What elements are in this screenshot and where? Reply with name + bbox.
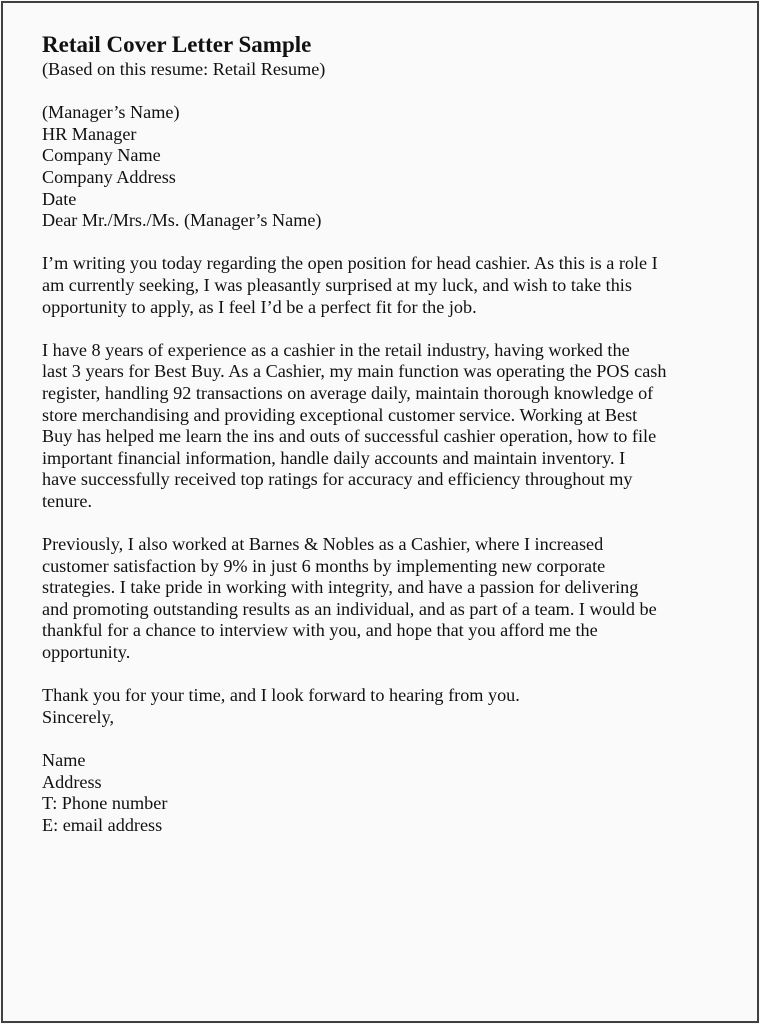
text-line: Company Name bbox=[42, 145, 161, 166]
previous-role-paragraph bbox=[42, 534, 666, 664]
text-line: Name bbox=[42, 750, 86, 770]
recipient-block bbox=[42, 102, 666, 232]
paragraph-spacer bbox=[42, 81, 666, 103]
text-line: Date bbox=[42, 188, 77, 209]
text-line: opportunity to apply, as I feel I’d be a perfect fit for the job. bbox=[42, 296, 477, 317]
text-line: thankful for a chance to interview with you, and hope that you afford me the bbox=[42, 620, 598, 641]
text-line: Dear Mr./Mrs./Ms. (Manager’s Name) bbox=[42, 210, 322, 231]
letter-subtitle: (Based on this resume: Retail Resume) bbox=[42, 59, 326, 79]
text-line: I have 8 years of experience as a cashier in the retail industry, having worked the bbox=[42, 339, 630, 360]
text-line: Thank you for your time, and I look forward to hearing from you. bbox=[42, 685, 520, 706]
text-line: Buy has helped me learn the ins and outs of successful cashier operation, how to file bbox=[42, 426, 657, 447]
signature-block bbox=[42, 750, 666, 836]
letter-content bbox=[42, 31, 666, 836]
text-line: store merchandising and providing exceptional customer service. Working at Best bbox=[42, 404, 638, 425]
text-line: and promoting outstanding results as an individual, and as part of a team. I would be bbox=[42, 598, 657, 619]
text-line: Company Address bbox=[42, 166, 176, 187]
text-line: am currently seeking, I was pleasantly surprised at my luck, and wish to take this bbox=[42, 274, 632, 295]
paragraph-spacer bbox=[42, 512, 666, 534]
experience-paragraph bbox=[42, 340, 666, 513]
text-line: important financial information, handle daily accounts and maintain inventory. I bbox=[42, 447, 626, 468]
page-frame bbox=[1, 1, 759, 1023]
text-line: tenure. bbox=[42, 490, 92, 511]
text-line: Address bbox=[42, 771, 102, 792]
text-line: customer satisfaction by 9% in just 6 months by implementing new corporate bbox=[42, 555, 606, 576]
intro-paragraph bbox=[42, 253, 666, 318]
text-line: (Manager’s Name) bbox=[42, 102, 180, 123]
text-line: Sincerely, bbox=[42, 706, 115, 727]
letter-title: Retail Cover Letter Sample bbox=[42, 32, 312, 57]
paragraph-spacer bbox=[42, 232, 666, 254]
text-line: last 3 years for Best Buy. As a Cashier, my main function was operating the POS cash bbox=[42, 361, 667, 382]
text-line: register, handling 92 transactions on average daily, maintain thorough knowledge of bbox=[42, 382, 654, 403]
text-line: I’m writing you today regarding the open position for head cashier. As this is a role I bbox=[42, 253, 658, 274]
text-line: Previously, I also worked at Barnes & Nobles as a Cashier, where I increased bbox=[42, 534, 604, 555]
closing-block bbox=[42, 685, 666, 728]
text-line: have successfully received top ratings for accuracy and efficiency throughout my bbox=[42, 469, 633, 490]
paragraph-spacer bbox=[42, 728, 666, 750]
paragraph-spacer bbox=[42, 664, 666, 686]
text-line: T: Phone number bbox=[42, 793, 168, 814]
text-line: E: email address bbox=[42, 814, 163, 835]
text-line: strategies. I take pride in working with integrity, and have a passion for delivering bbox=[42, 577, 639, 598]
text-line: HR Manager bbox=[42, 123, 137, 144]
paragraph-spacer bbox=[42, 318, 666, 340]
text-line: opportunity. bbox=[42, 642, 131, 663]
letter-body bbox=[42, 81, 666, 837]
